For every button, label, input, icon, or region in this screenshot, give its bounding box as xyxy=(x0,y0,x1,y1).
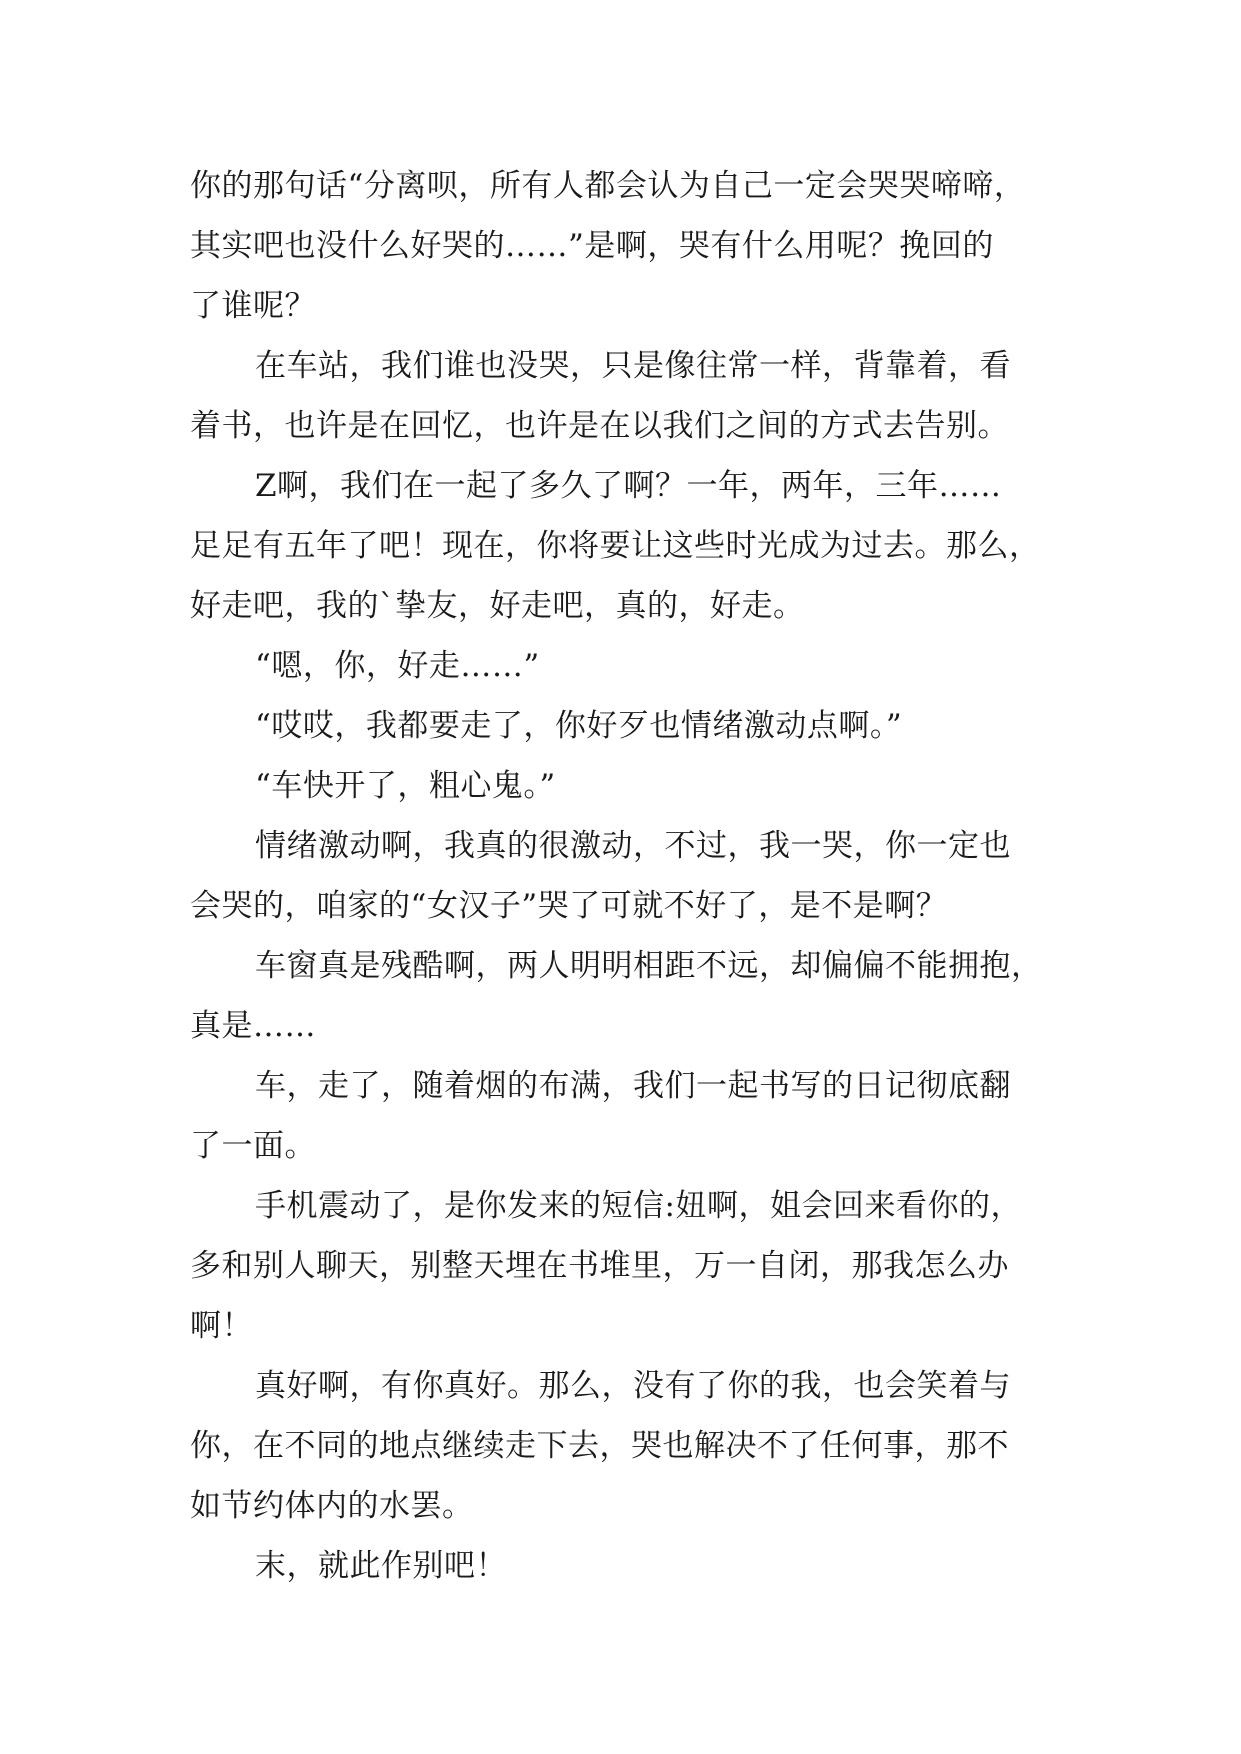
text-line: Z啊，我们在一起了多久了啊？一年，两年，三年…… xyxy=(255,468,1002,504)
text-line: 多和别人聊天，别整天埋在书堆里，万一自闭，那我怎么办 xyxy=(190,1248,1009,1284)
text-line: 情绪激动啊，我真的很激动，不过，我一哭，你一定也 xyxy=(255,828,1011,864)
text-line: 你的那句话“分离呗，所有人都会认为自己一定会哭哭啼啼， xyxy=(190,168,1026,204)
text-line: 了一面。 xyxy=(190,1128,316,1164)
text-line: 车窗真是残酷啊，两人明明相距不远，却偏偏不能拥抱， xyxy=(255,948,1043,984)
text-line: 真好啊，有你真好。那么，没有了你的我，也会笑着与 xyxy=(255,1368,1011,1404)
text-line: 会哭的，咱家的“女汉子”哭了可就不好了，是不是啊？ xyxy=(190,888,948,924)
text-line: 真是…… xyxy=(190,1008,316,1044)
text-line: “嗯，你，好走……” xyxy=(255,648,540,684)
text-line: “车快开了，粗心鬼。” xyxy=(255,768,556,804)
text-line: 着书，也许是在回忆，也许是在以我们之间的方式去告别。 xyxy=(190,408,1009,444)
text-line: 其实吧也没什么好哭的……”是啊，哭有什么用呢？挽回的 xyxy=(190,228,994,264)
text-line: 你，在不同的地点继续走下去，哭也解决不了任何事，那不 xyxy=(190,1428,1009,1464)
text-line: 末，就此作别吧！ xyxy=(255,1548,507,1584)
text-line: 如节约体内的水罢。 xyxy=(190,1488,474,1524)
text-line: 足足有五年了吧！现在，你将要让这些时光成为过去。那么， xyxy=(190,528,1041,564)
text-line: 在车站，我们谁也没哭，只是像往常一样，背靠着，看 xyxy=(255,348,1011,384)
text-line: 车，走了，随着烟的布满，我们一起书写的日记彻底翻 xyxy=(255,1068,1011,1104)
text-line: 了谁呢？ xyxy=(190,288,316,324)
text-line: 啊！ xyxy=(190,1308,253,1344)
text-line: “哎哎，我都要走了，你好歹也情绪激动点啊。” xyxy=(255,708,903,744)
text-line: 好走吧，我的`挚友，好走吧，真的，好走。 xyxy=(190,588,805,624)
text-line: 手机震动了，是你发来的短信:妞啊，姐会回来看你的， xyxy=(255,1188,1022,1224)
